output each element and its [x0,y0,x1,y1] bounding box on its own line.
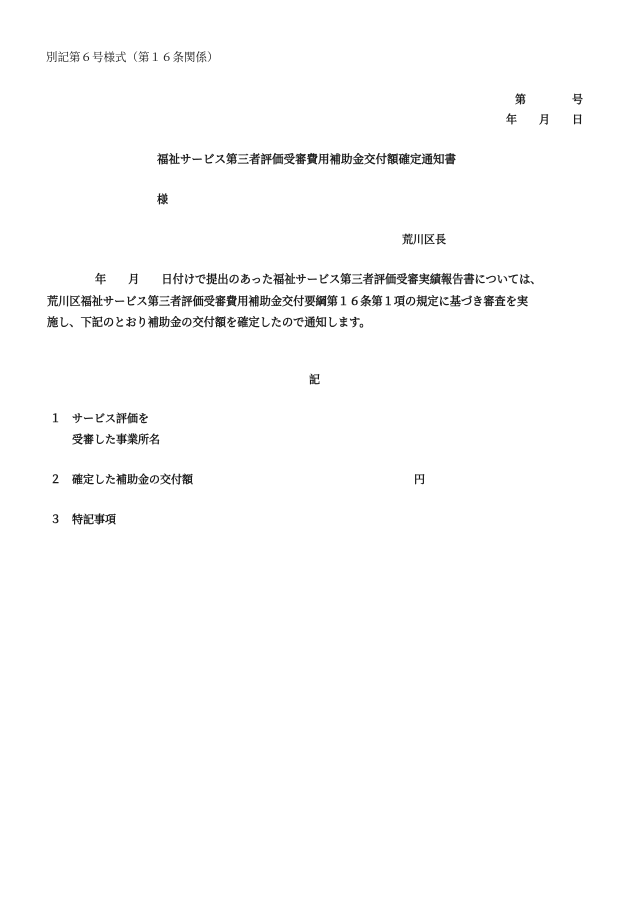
body-line-1 [47,269,587,291]
item-1-label-line-1: サービス評価を [72,412,149,425]
body-month: 月 [128,273,140,286]
document-number [515,91,583,107]
body-paragraph [47,269,587,334]
item-2-number: ２ [50,473,61,486]
body-year: 年 [95,273,107,286]
doc-number-prefix: 第 [515,93,526,106]
document-title: 福祉サービス第三者評価受審費用補助金交付額確定通知書 [157,152,456,166]
item-2-unit: 円 [414,473,425,486]
body-line-2: 荒川区福祉サービス第三者評価受審費用補助金交付要綱第１６条第１項の規定に基づき審査を実 [47,294,529,308]
addressee: 様 [157,193,168,206]
body-line-1-rest: 日付けで提出のあった福祉サービス第三者評価受審実績報告書については、 [161,273,542,286]
issuer: 荒川区長 [402,233,446,246]
item-2-label: 確定した補助金の交付額 [72,473,193,486]
body-line-3: 施し、下記のとおり補助金の交付額を確定したので通知します。 [47,316,371,329]
date-year: 年 [506,113,517,126]
item-3-label: 特記事項 [72,513,116,526]
document-date [506,111,583,127]
item-3-number: ３ [50,513,61,526]
ki-heading: 記 [309,373,320,386]
item-1-label-line-2: 受審した事業所名 [72,433,160,446]
doc-number-suffix: 号 [572,93,583,106]
date-day: 日 [572,113,583,126]
form-label: 別記第６号様式（第１６条関係） [46,50,219,64]
date-month: 月 [539,113,550,126]
item-1-number: １ [50,412,61,425]
